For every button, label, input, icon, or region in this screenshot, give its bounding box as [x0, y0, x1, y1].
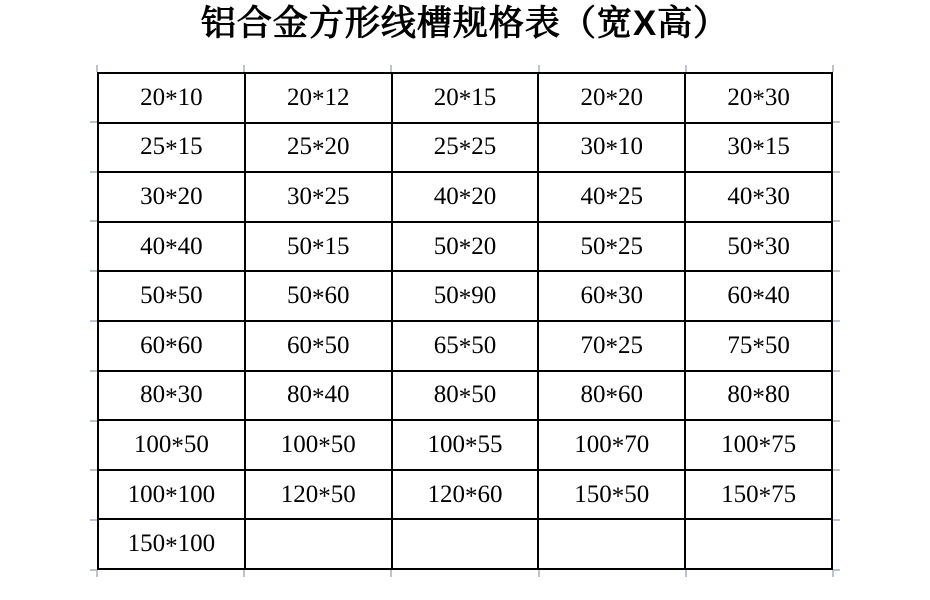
- asterisk-separator: *: [752, 284, 765, 312]
- table-row: [98, 519, 832, 569]
- gridline-tick: [833, 469, 840, 471]
- table-cell: 20*30: [685, 73, 832, 123]
- table-cell: 120*60: [392, 470, 539, 520]
- gridline-tick: [90, 569, 97, 571]
- asterisk-separator: *: [611, 433, 625, 461]
- gridline-tick: [685, 570, 687, 577]
- table-cell: 40*20: [392, 172, 539, 222]
- table-cell: 100*50: [98, 420, 245, 470]
- asterisk-separator: *: [458, 86, 472, 114]
- asterisk-separator: *: [311, 86, 325, 114]
- asterisk-separator: *: [605, 334, 619, 362]
- table-cell: 30*15: [685, 123, 832, 173]
- table-cell: 100*75: [685, 420, 832, 470]
- asterisk-separator: *: [458, 284, 472, 312]
- asterisk-separator: *: [171, 433, 184, 461]
- asterisk-separator: *: [752, 235, 765, 263]
- asterisk-separator: *: [458, 383, 472, 411]
- gridline-tick: [538, 570, 540, 577]
- asterisk-separator: *: [752, 383, 765, 411]
- table-cell: 30*25: [245, 172, 392, 222]
- table-cell: 60*40: [685, 271, 832, 321]
- gridline-tick: [90, 121, 97, 123]
- asterisk-separator: *: [165, 185, 178, 213]
- table-row: [98, 470, 832, 520]
- asterisk-separator: *: [758, 433, 772, 461]
- gridline-tick: [90, 270, 97, 272]
- gridline-tick: [833, 121, 840, 123]
- asterisk-separator: *: [165, 235, 178, 263]
- gridline-tick: [90, 420, 97, 422]
- gridline-tick: [243, 570, 245, 577]
- table-cell: 40*25: [538, 172, 685, 222]
- table-cell: 150*75: [685, 470, 832, 520]
- asterisk-separator: *: [311, 235, 325, 263]
- asterisk-separator: *: [752, 334, 765, 362]
- table-cell: 100*50: [245, 420, 392, 470]
- gridline-tick: [538, 65, 540, 72]
- gridline-tick: [90, 320, 97, 322]
- spec-table-body: [98, 73, 832, 569]
- asterisk-separator: *: [165, 284, 178, 312]
- page-title: 铝合金方形线槽规格表（宽X高）: [200, 4, 730, 43]
- asterisk-separator: *: [311, 185, 325, 213]
- table-cell: [538, 519, 685, 569]
- asterisk-separator: *: [165, 135, 178, 163]
- asterisk-separator: *: [752, 86, 765, 114]
- table-cell: 50*20: [392, 222, 539, 272]
- table-cell: 50*60: [245, 271, 392, 321]
- table-cell: 80*50: [392, 371, 539, 421]
- table-row: [98, 271, 832, 321]
- table-cell: 20*12: [245, 73, 392, 123]
- table-cell: [245, 519, 392, 569]
- table-cell: 150*50: [538, 470, 685, 520]
- gridline-tick: [833, 220, 840, 222]
- asterisk-separator: *: [165, 86, 178, 114]
- asterisk-separator: *: [165, 532, 178, 560]
- table-cell: 50*15: [245, 222, 392, 272]
- gridline-tick: [90, 469, 97, 471]
- table-cell: 100*100: [98, 470, 245, 520]
- table-cell: 120*50: [245, 470, 392, 520]
- asterisk-separator: *: [464, 433, 478, 461]
- asterisk-separator: *: [605, 185, 619, 213]
- table-cell: 80*40: [245, 371, 392, 421]
- table-cell: 50*30: [685, 222, 832, 272]
- gridline-tick: [833, 370, 840, 372]
- table-cell: 25*20: [245, 123, 392, 173]
- table-row: [98, 222, 832, 272]
- table-cell: 40*30: [685, 172, 832, 222]
- table-row: [98, 73, 832, 123]
- table-cell: 150*100: [98, 519, 245, 569]
- asterisk-separator: *: [311, 334, 325, 362]
- table-row: [98, 172, 832, 222]
- table-cell: 30*10: [538, 123, 685, 173]
- asterisk-separator: *: [318, 433, 331, 461]
- table-cell: 50*50: [98, 271, 245, 321]
- gridline-tick: [685, 65, 687, 72]
- asterisk-separator: *: [752, 135, 765, 163]
- table-cell: 80*60: [538, 371, 685, 421]
- table-cell: 50*25: [538, 222, 685, 272]
- spec-table-container: [97, 72, 833, 570]
- table-row: [98, 321, 832, 371]
- asterisk-separator: *: [458, 235, 472, 263]
- gridline-tick: [832, 570, 834, 577]
- asterisk-separator: *: [605, 86, 619, 114]
- asterisk-separator: *: [605, 235, 619, 263]
- gridline-tick: [833, 320, 840, 322]
- asterisk-separator: *: [605, 383, 619, 411]
- asterisk-separator: *: [458, 135, 472, 163]
- table-cell: 65*50: [392, 321, 539, 371]
- gridline-tick: [90, 370, 97, 372]
- gridline-tick: [90, 519, 97, 521]
- spec-table: [97, 72, 833, 570]
- table-cell: 100*70: [538, 420, 685, 470]
- gridline-tick: [390, 65, 392, 72]
- table-cell: 80*80: [685, 371, 832, 421]
- gridline-tick: [96, 65, 98, 72]
- gridline-tick: [833, 420, 840, 422]
- table-cell: 25*15: [98, 123, 245, 173]
- asterisk-separator: *: [752, 185, 765, 213]
- gridline-tick: [833, 270, 840, 272]
- gridline-tick: [90, 220, 97, 222]
- table-row: [98, 371, 832, 421]
- gridline-tick: [833, 171, 840, 173]
- asterisk-separator: *: [165, 334, 178, 362]
- table-cell: 30*20: [98, 172, 245, 222]
- table-cell: 20*20: [538, 73, 685, 123]
- asterisk-separator: *: [458, 334, 472, 362]
- asterisk-separator: *: [165, 383, 178, 411]
- gridline-tick: [833, 569, 840, 571]
- gridline-tick: [96, 570, 98, 577]
- asterisk-separator: *: [311, 284, 325, 312]
- table-cell: 60*50: [245, 321, 392, 371]
- table-cell: 50*90: [392, 271, 539, 321]
- asterisk-separator: *: [605, 135, 619, 163]
- gridline-tick: [243, 65, 245, 72]
- table-cell: 75*50: [685, 321, 832, 371]
- table-cell: 40*40: [98, 222, 245, 272]
- asterisk-separator: *: [311, 135, 325, 163]
- table-cell: 80*30: [98, 371, 245, 421]
- table-row: [98, 123, 832, 173]
- gridline-tick: [90, 171, 97, 173]
- table-row: [98, 420, 832, 470]
- asterisk-separator: *: [611, 483, 625, 511]
- asterisk-separator: *: [165, 483, 178, 511]
- table-cell: 25*25: [392, 123, 539, 173]
- asterisk-separator: *: [318, 483, 331, 511]
- gridline-tick: [390, 570, 392, 577]
- asterisk-separator: *: [758, 483, 772, 511]
- table-cell: 60*60: [98, 321, 245, 371]
- asterisk-separator: *: [311, 383, 325, 411]
- table-cell: [685, 519, 832, 569]
- table-cell: 20*15: [392, 73, 539, 123]
- gridline-tick: [833, 519, 840, 521]
- table-cell: 70*25: [538, 321, 685, 371]
- gridline-tick: [832, 65, 834, 72]
- table-cell: 60*30: [538, 271, 685, 321]
- table-cell: 100*55: [392, 420, 539, 470]
- asterisk-separator: *: [458, 185, 472, 213]
- asterisk-separator: *: [605, 284, 619, 312]
- table-cell: [392, 519, 539, 569]
- asterisk-separator: *: [464, 483, 478, 511]
- table-cell: 20*10: [98, 73, 245, 123]
